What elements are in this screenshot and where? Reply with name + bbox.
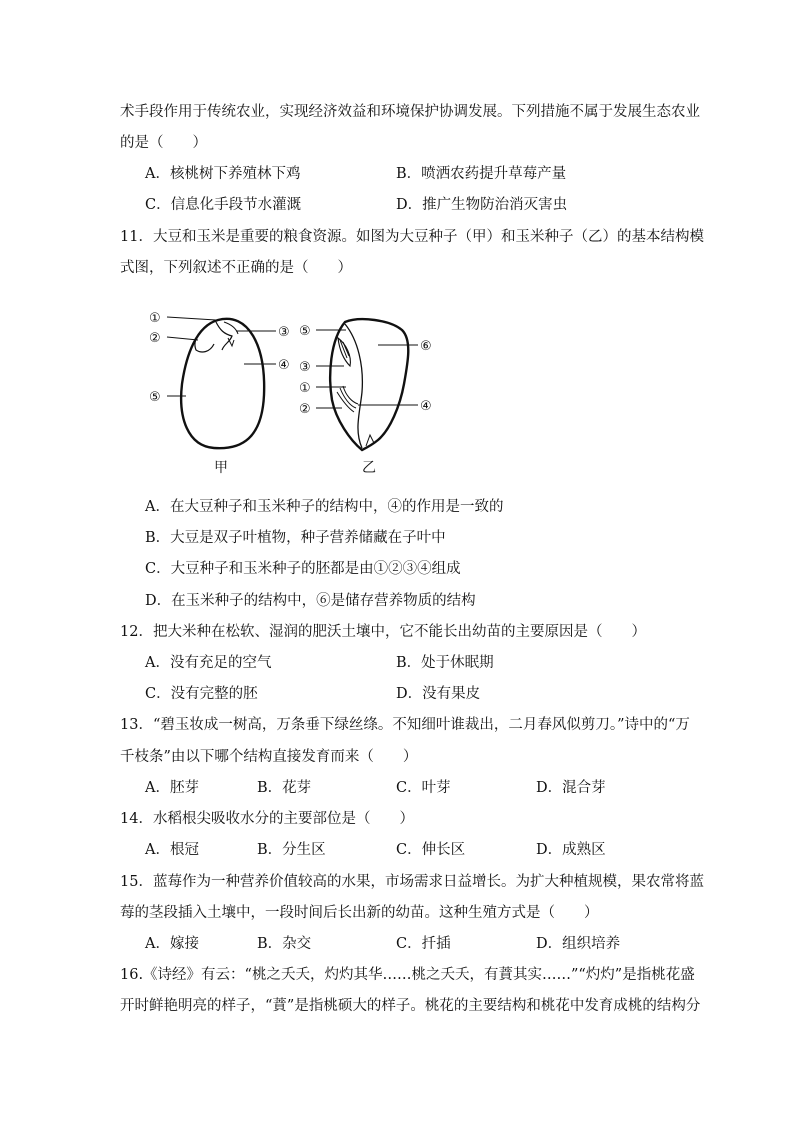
q10-stem-line1: 术手段作用于传统农业，实现经济效益和环境保护协调发展。下列措施不属于发展生态农业 <box>120 104 700 120</box>
q13-option-c[interactable]: C．叶芽 <box>396 780 451 796</box>
q15-option-c[interactable]: C．扦插 <box>396 936 451 952</box>
corn-seed-diagram <box>316 319 418 450</box>
q12-option-b[interactable]: B．处于休眠期 <box>396 655 494 671</box>
q15-option-d[interactable]: D．组织培养 <box>536 936 621 952</box>
q10-option-c[interactable]: C．信息化手段节水灌溉 <box>145 197 302 213</box>
q13-option-b[interactable]: B．花芽 <box>257 780 312 796</box>
q12-stem-line1: 12．把大米种在松软、湿润的肥沃土壤中，它不能长出幼苗的主要原因是（ ） <box>120 624 646 640</box>
corn-label-2: ② <box>299 402 311 417</box>
q12-option-d[interactable]: D．没有果皮 <box>396 686 481 702</box>
q10-option-b[interactable]: B．喷洒农药提升草莓产量 <box>396 166 567 182</box>
q11-stem-line2: 式图，下列叙述不正确的是（ ） <box>120 260 352 276</box>
q14-option-d[interactable]: D．成熟区 <box>536 842 606 858</box>
q13-stem-line1: 13．“碧玉妆成一树高，万条垂下绿丝绦。不知细叶谁裁出，二月春风似剪刀。”诗中的“万 <box>120 717 690 733</box>
q14-option-a[interactable]: A．根冠 <box>145 842 199 858</box>
soybean-seed-diagram <box>167 317 276 448</box>
q16-stem-line2: 开时鲜艳明亮的样子，“蕡”是指桃硕大的样子。桃花的主要结构和桃花中发育成桃的结构分 <box>120 998 701 1014</box>
q10-stem-line2: 的是（ ） <box>120 135 207 151</box>
q10-option-d[interactable]: D．推广生物防治消灭害虫 <box>396 197 568 213</box>
soybean-label-1: ① <box>149 311 161 326</box>
soybean-label-5: ⑤ <box>149 390 161 405</box>
corn-caption: 乙 <box>362 460 376 476</box>
q14-option-c[interactable]: C．伸长区 <box>396 842 466 858</box>
q10-option-a[interactable]: A．核桃树下养殖林下鸡 <box>145 166 301 182</box>
corn-label-6: ⑥ <box>420 339 432 354</box>
q15-option-b[interactable]: B．杂交 <box>257 936 312 952</box>
soybean-label-4: ④ <box>278 358 290 373</box>
q16-stem-line1: 16.《诗经》有云：“桃之夭夭，灼灼其华……桃之夭夭，有蕡其实……”“灼灼”是指桃花盛 <box>120 967 695 983</box>
q11-option-a[interactable]: A．在大豆种子和玉米种子的结构中，④的作用是一致的 <box>145 499 504 515</box>
seed-structure-figure <box>140 300 450 485</box>
q13-option-d[interactable]: D．混合芽 <box>536 780 606 796</box>
q12-option-c[interactable]: C．没有完整的胚 <box>145 686 258 702</box>
q12-option-a[interactable]: A．没有充足的空气 <box>145 655 272 671</box>
q15-stem-line2: 莓的茎段插入土壤中，一段时间后长出新的幼苗。这种生殖方式是（ ） <box>120 905 599 921</box>
q14-option-b[interactable]: B．分生区 <box>257 842 326 858</box>
q11-option-d[interactable]: D．在玉米种子的结构中，⑥是储存营养物质的结构 <box>145 593 476 609</box>
q13-option-a[interactable]: A．胚芽 <box>145 780 199 796</box>
soybean-label-2: ② <box>149 331 161 346</box>
corn-label-4: ④ <box>420 399 432 414</box>
q13-stem-line2: 千枝条”由以下哪个结构直接发育而来（ ） <box>120 749 418 765</box>
corn-label-5: ⑤ <box>299 324 311 339</box>
q15-option-a[interactable]: A．嫁接 <box>145 936 199 952</box>
q11-option-c[interactable]: C．大豆种子和玉米种子的胚都是由①②③④组成 <box>145 561 461 577</box>
soybean-label-3: ③ <box>278 325 290 340</box>
corn-label-1: ① <box>299 381 311 396</box>
q11-stem-line1: 11．大豆和玉米是重要的粮食资源。如图为大豆种子（甲）和玉米种子（乙）的基本结构模 <box>120 229 704 245</box>
q14-stem-line1: 14．水稻根尖吸收水分的主要部位是（ ） <box>120 811 414 827</box>
q11-option-b[interactable]: B．大豆是双子叶植物，种子营养储藏在子叶中 <box>145 530 446 546</box>
corn-label-3: ③ <box>299 360 311 375</box>
soybean-caption: 甲 <box>214 460 228 476</box>
q15-stem-line1: 15．蓝莓作为一种营养价值较高的水果，市场需求日益增长。为扩大种植规模，果农常将蓝 <box>120 874 704 890</box>
